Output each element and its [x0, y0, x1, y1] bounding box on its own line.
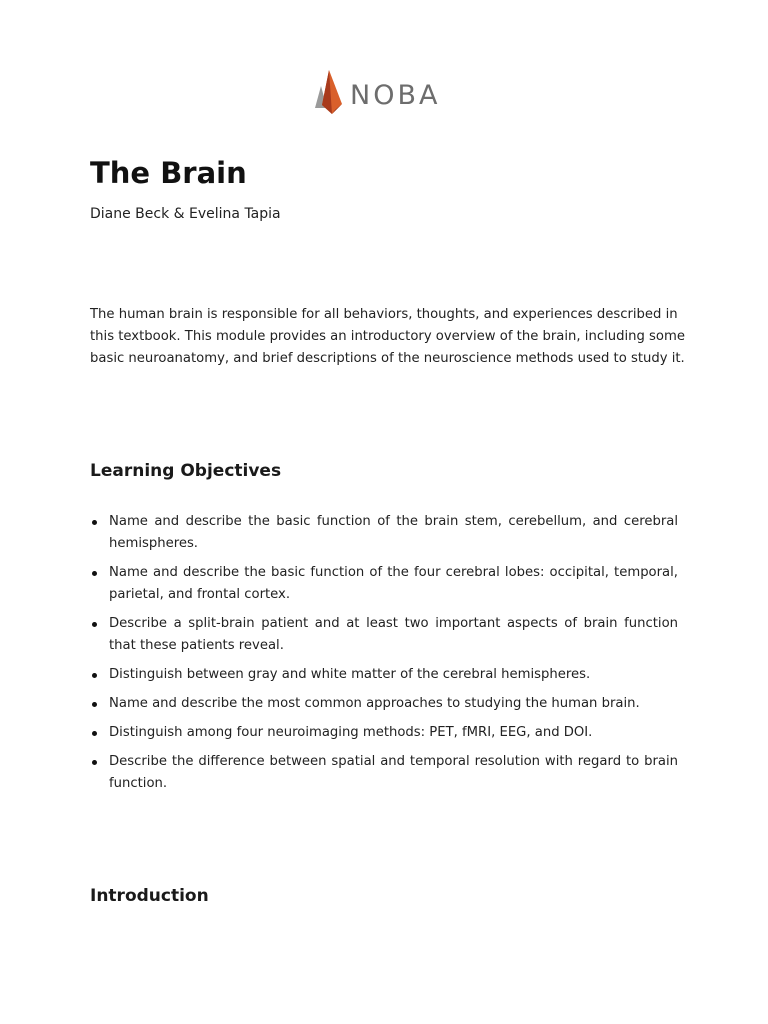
bullet-icon	[92, 731, 97, 736]
authors: Diane Beck & Evelina Tapia	[90, 206, 281, 222]
list-item	[90, 722, 678, 744]
list-item	[90, 664, 678, 686]
list-item-text: Distinguish between gray and white matter of the cerebral hemispheres.	[109, 667, 591, 682]
list-item	[90, 511, 678, 555]
introduction-heading: Introduction	[90, 886, 209, 906]
noba-logo	[313, 70, 440, 116]
list-item	[90, 693, 678, 715]
list-item-text: Describe a split-brain patient and at least two important aspects of brain function that these patients reveal.	[109, 616, 678, 653]
abstract-paragraph: The human brain is responsible for all behaviors, thoughts, and experiences described in this textbook. This module provides an introductory overview of the brain, including some basic neuroanatomy, and brief descriptions of the neuroscience methods used to study it.	[90, 307, 685, 366]
bullet-icon	[92, 760, 97, 765]
page-title: The Brain	[90, 156, 247, 190]
bullet-icon	[92, 571, 97, 576]
list-item-text: Describe the difference between spatial and temporal resolution with regard to brain function.	[109, 754, 678, 791]
bullet-icon	[92, 520, 97, 525]
list-item-text: Name and describe the basic function of the four cerebral lobes: occipital, temporal, parietal, and frontal cortex.	[109, 565, 678, 602]
bullet-icon	[92, 702, 97, 707]
list-item-text: Distinguish among four neuroimaging methods: PET, fMRI, EEG, and DOI.	[109, 725, 593, 740]
bullet-icon	[92, 622, 97, 627]
bullet-icon	[92, 673, 97, 678]
list-item-text: Name and describe the basic function of the brain stem, cerebellum, and cerebral hemispheres.	[109, 514, 678, 551]
learning-objectives-heading: Learning Objectives	[90, 461, 282, 481]
logo-wordmark: NOBA	[350, 79, 441, 111]
list-item	[90, 751, 678, 795]
learning-objectives-list	[90, 511, 678, 802]
list-item-text: Name and describe the most common approaches to studying the human brain.	[109, 696, 640, 711]
list-item	[90, 613, 678, 657]
noba-flame-logo-icon	[313, 70, 343, 116]
list-item	[90, 562, 678, 606]
